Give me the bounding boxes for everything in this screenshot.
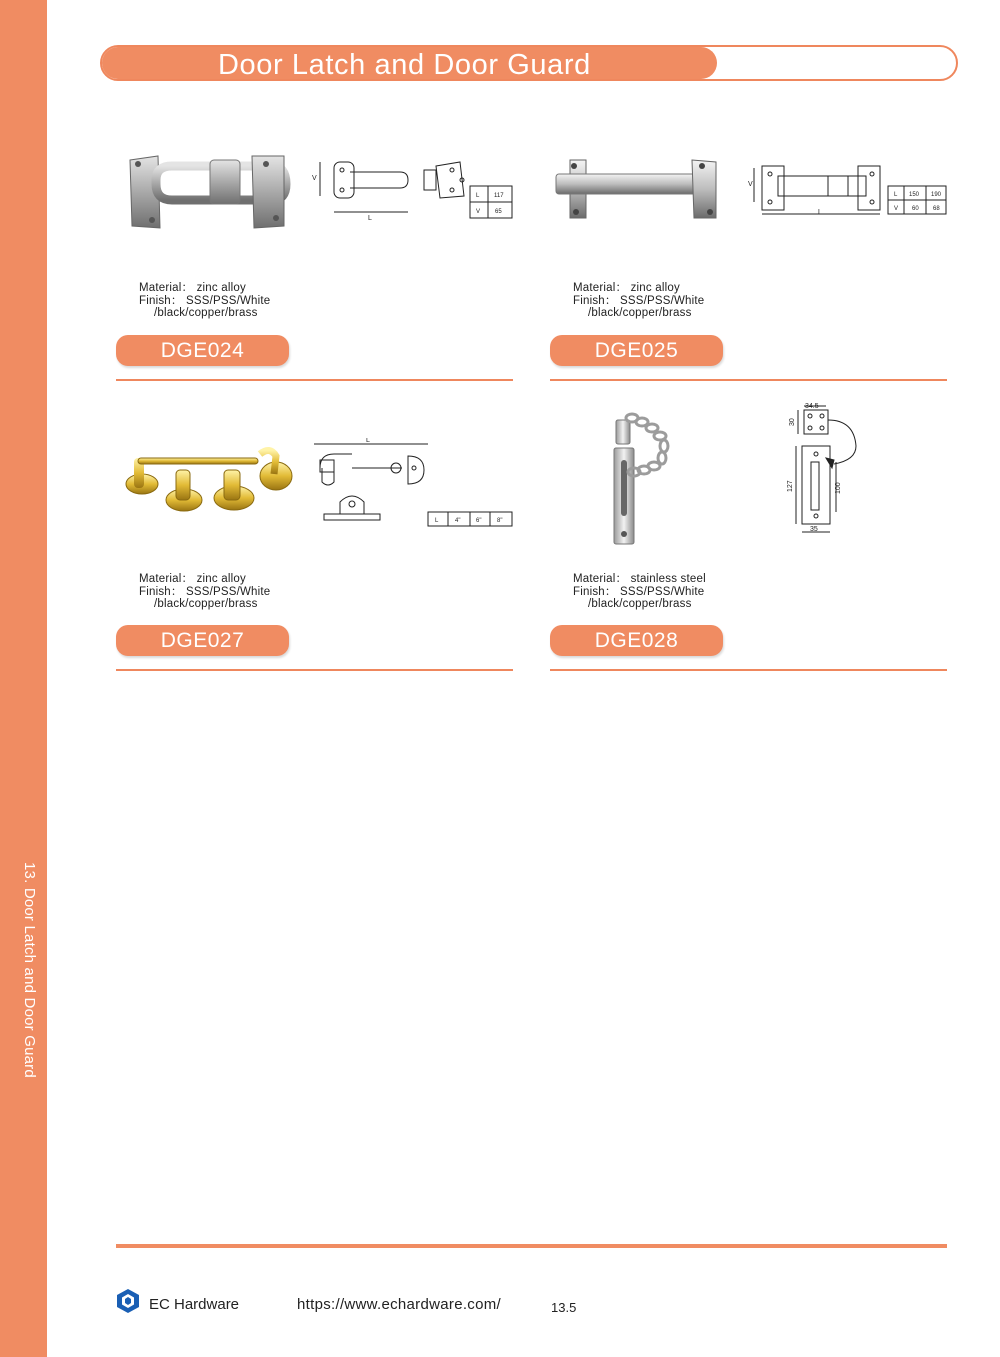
dim-cell: 60 bbox=[912, 206, 919, 212]
finish-continued-text: /black/copper/brass bbox=[154, 598, 258, 610]
page-title-bar bbox=[100, 45, 958, 81]
product-card-dge024 bbox=[116, 140, 516, 400]
finish-continued-text: /black/copper/brass bbox=[588, 307, 692, 319]
dim-cell: V bbox=[894, 206, 899, 212]
product-photo-dge025 bbox=[552, 158, 722, 224]
brand-name: EC Hardware bbox=[149, 1296, 240, 1313]
product-code-badge: DGE024 bbox=[116, 335, 289, 366]
dim-cell: 68 bbox=[933, 206, 940, 212]
product-code-badge: DGE027 bbox=[116, 625, 289, 656]
dim-cell: 190 bbox=[931, 192, 942, 198]
dim-label-width-bottom: 35 bbox=[810, 526, 818, 533]
section-divider bbox=[116, 379, 513, 381]
product-code-badge: DGE025 bbox=[550, 335, 723, 366]
section-divider bbox=[550, 669, 947, 671]
dim-label-inner-height: 100 bbox=[835, 482, 842, 494]
footer bbox=[115, 1288, 635, 1318]
sidebar-section-label: 13. Door Latch and Door Guard bbox=[21, 862, 38, 1078]
section-divider bbox=[116, 669, 513, 671]
drawing-label-l: L bbox=[818, 209, 822, 216]
page-number: 13.5 bbox=[551, 1300, 577, 1315]
product-card-dge028 bbox=[550, 403, 950, 690]
finish-text: Finish： SSS/PSS/White bbox=[573, 294, 705, 307]
spec-block bbox=[139, 573, 270, 611]
product-card-dge025 bbox=[550, 140, 950, 400]
dim-cell: 117 bbox=[494, 193, 504, 199]
page-title: Door Latch and Door Guard bbox=[218, 49, 591, 81]
technical-drawing-dge028 bbox=[780, 402, 880, 538]
dim-cell: L bbox=[435, 518, 439, 524]
drawing-label-l: L bbox=[366, 438, 370, 444]
finish-text: Finish： SSS/PSS/White bbox=[139, 585, 271, 598]
dim-cell: 6" bbox=[476, 518, 482, 524]
dim-cell: 8" bbox=[497, 518, 503, 524]
product-photo-dge024 bbox=[126, 150, 291, 235]
spec-block bbox=[139, 282, 270, 320]
product-photo-dge028 bbox=[608, 406, 682, 546]
technical-drawing-dge024 bbox=[312, 156, 518, 226]
spec-block bbox=[573, 282, 704, 320]
dim-cell: 65 bbox=[495, 209, 502, 215]
dim-cell: 150 bbox=[909, 192, 920, 198]
dim-label-width-top: 34.5 bbox=[805, 403, 819, 410]
finish-text: Finish： SSS/PSS/White bbox=[573, 585, 705, 598]
technical-drawing-dge027 bbox=[312, 438, 518, 530]
dim-cell: V bbox=[476, 209, 481, 215]
product-code-badge: DGE028 bbox=[550, 625, 723, 656]
sidebar-band bbox=[0, 0, 47, 1357]
product-photo-dge027 bbox=[124, 444, 296, 514]
dim-cell: L bbox=[476, 193, 480, 199]
spec-block bbox=[573, 573, 706, 611]
material-text: Material： stainless steel bbox=[573, 573, 706, 585]
ec-hardware-logo-icon bbox=[115, 1288, 141, 1314]
finish-continued-text: /black/copper/brass bbox=[154, 307, 258, 319]
section-divider bbox=[550, 379, 947, 381]
material-text: Material： zinc alloy bbox=[573, 282, 680, 294]
material-text: Material： zinc alloy bbox=[139, 573, 246, 585]
dim-cell: L bbox=[894, 192, 898, 198]
dim-cell: 4" bbox=[455, 518, 461, 524]
website-link[interactable]: https://www.echardware.com/ bbox=[297, 1296, 502, 1313]
footer-divider bbox=[116, 1244, 947, 1248]
dim-label-height-top: 30 bbox=[789, 418, 796, 426]
drawing-label-v: V bbox=[748, 181, 753, 188]
finish-continued-text: /black/copper/brass bbox=[588, 598, 692, 610]
material-text: Material： zinc alloy bbox=[139, 282, 246, 294]
finish-text: Finish： SSS/PSS/White bbox=[139, 294, 271, 307]
technical-drawing-dge025 bbox=[748, 162, 948, 218]
product-card-dge027 bbox=[116, 430, 516, 690]
drawing-label-l: L bbox=[368, 215, 372, 222]
dim-label-total-height: 127 bbox=[787, 480, 794, 492]
drawing-label-v: V bbox=[312, 175, 317, 182]
